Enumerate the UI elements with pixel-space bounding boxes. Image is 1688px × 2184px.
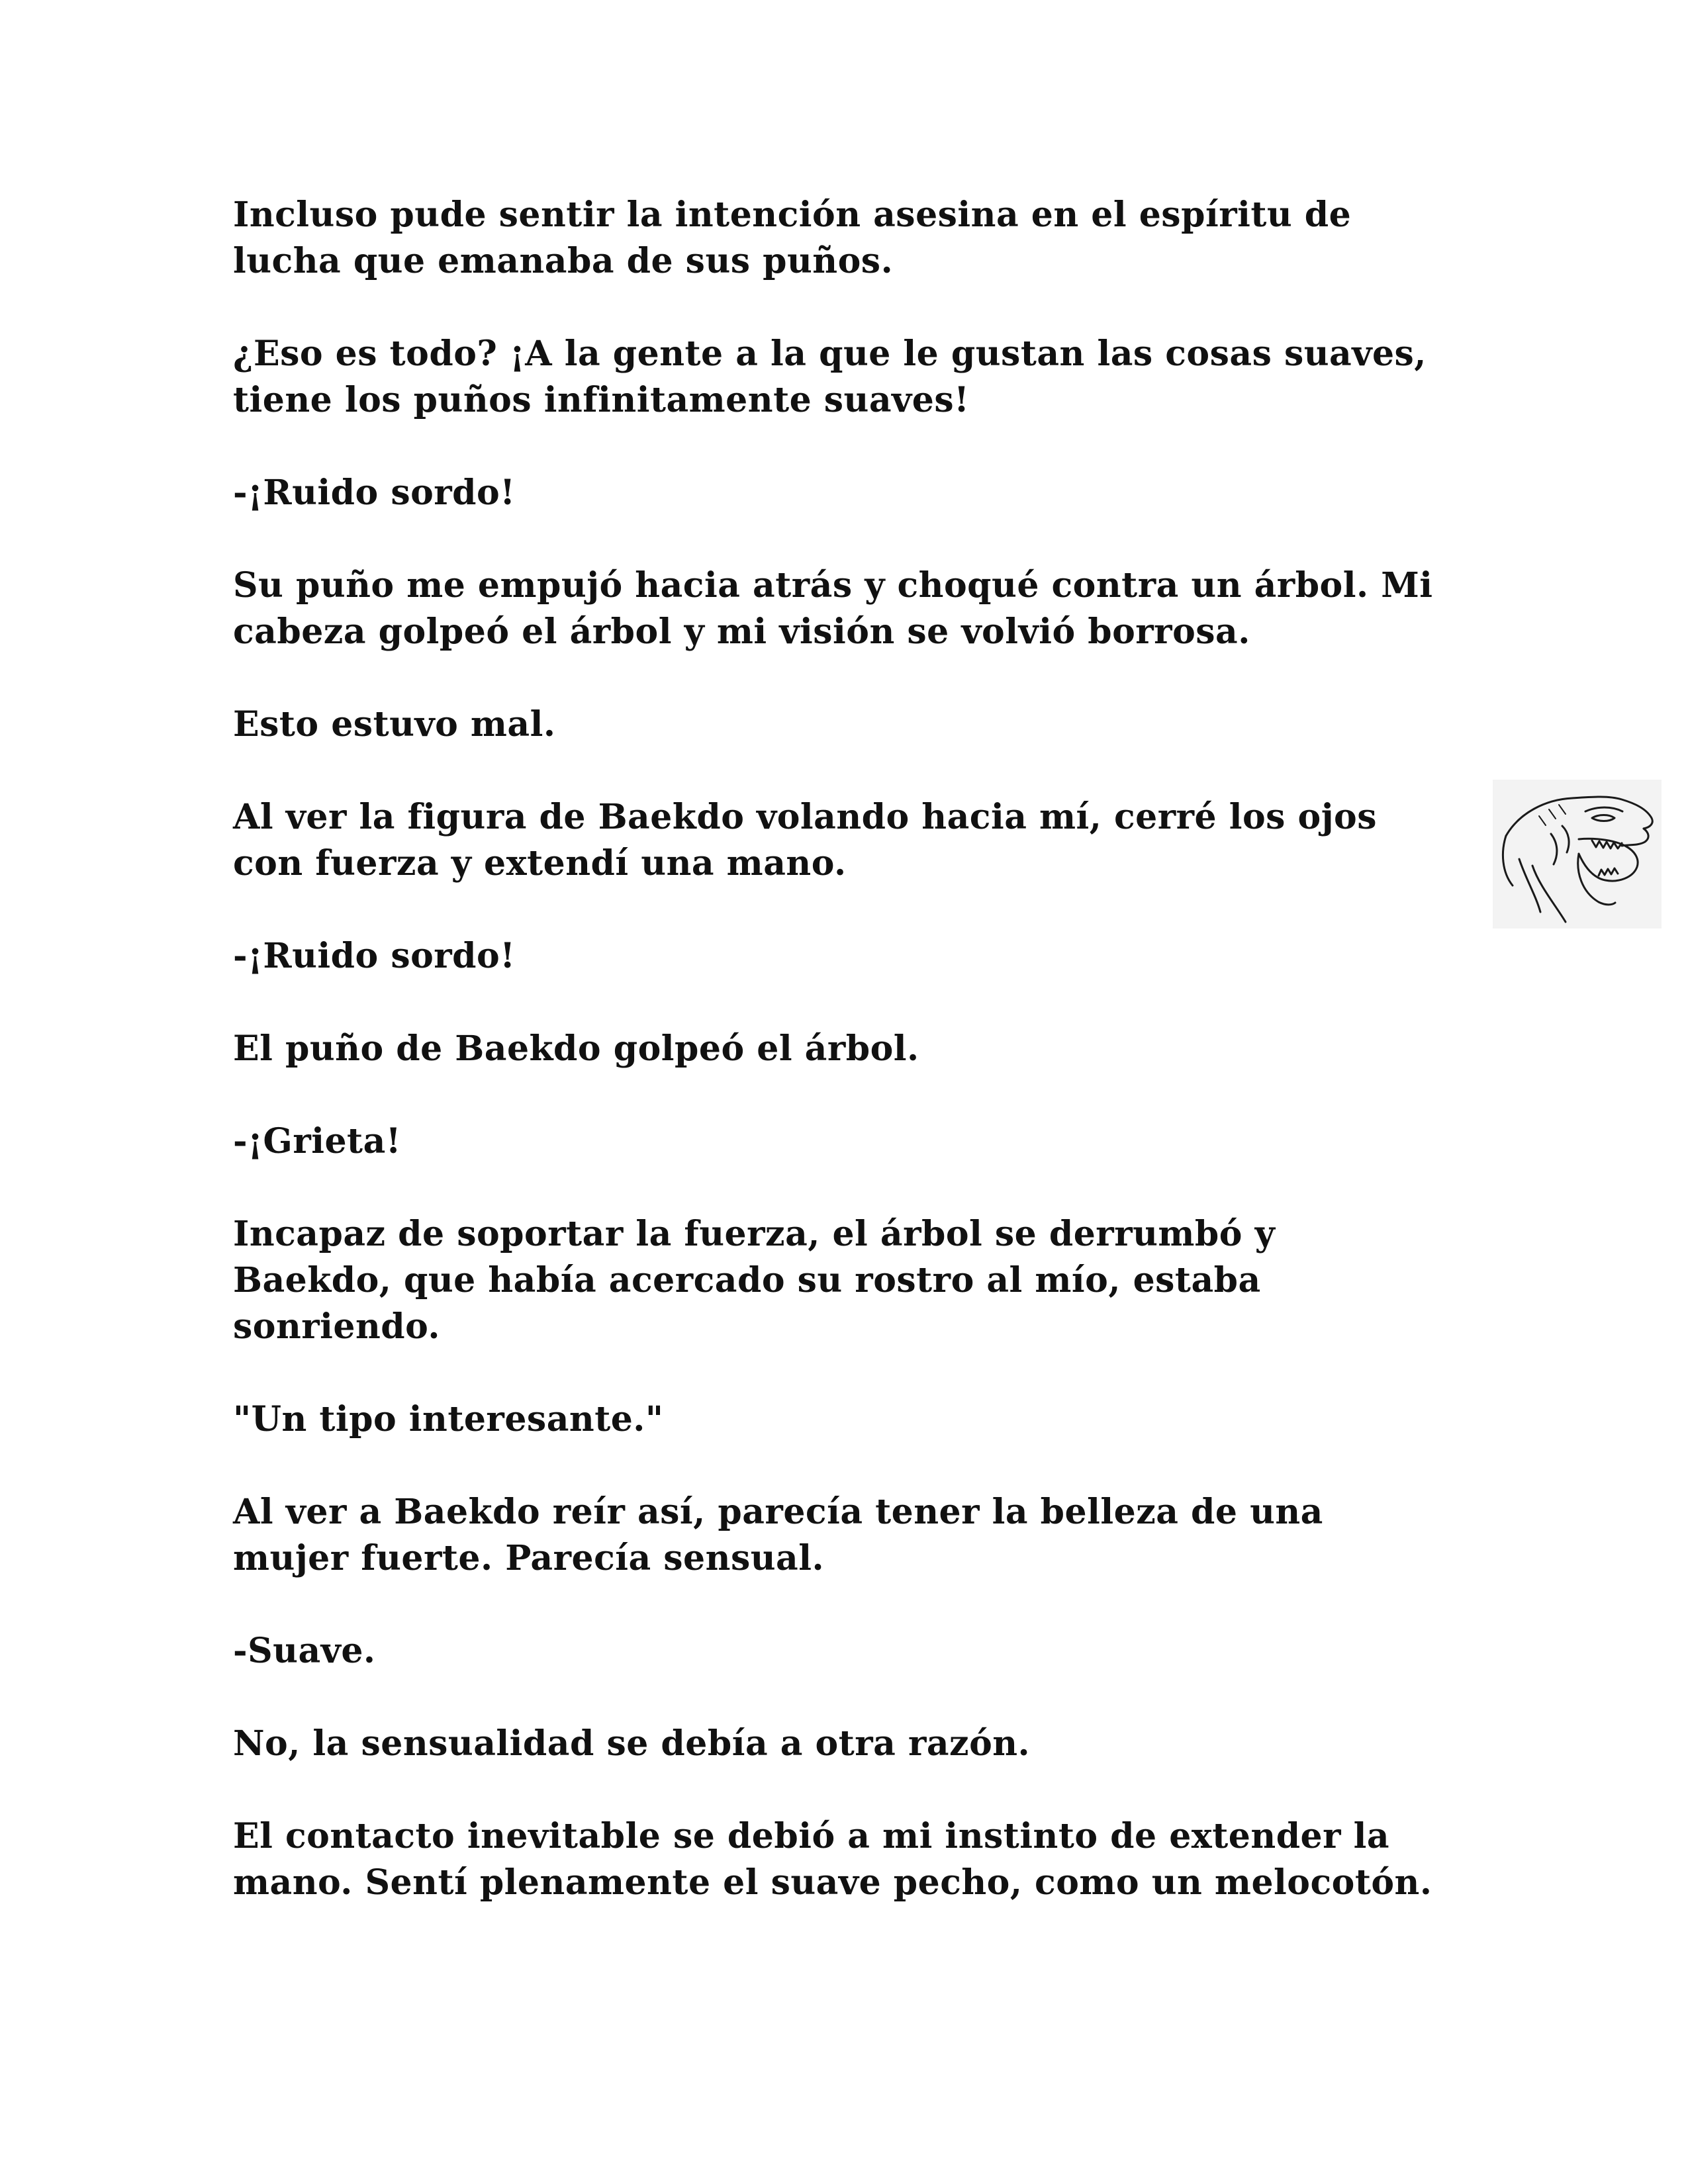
paragraph: ¿Eso es todo? ¡A la gente a la que le gustan las cosas suaves, tiene los puños infinitamente suaves!: [233, 334, 1427, 420]
paragraph: Su puño me empujó hacia atrás y choqué contra un árbol. Mi cabeza golpeó el árbol y mi visión se volvió borrosa.: [233, 565, 1433, 652]
paragraph: Incluso pude sentir la intención asesina en el espíritu de lucha que emanaba de sus puños.: [233, 195, 1352, 281]
paragraph: No, la sensualidad se debía a otra razón.: [233, 1723, 1031, 1764]
paragraph: -¡Grieta!: [233, 1121, 402, 1161]
body-text: [233, 192, 1504, 1952]
paragraph: Esto estuvo mal.: [233, 704, 556, 745]
paragraph: "Un tipo interesante.": [233, 1399, 664, 1439]
paragraph: -¡Ruido sordo!: [233, 473, 516, 513]
paragraph: Al ver a Baekdo reír así, parecía tener la belleza de una mujer fuerte. Parecía sensual.: [233, 1492, 1323, 1578]
paragraph: El contacto inevitable se debió a mi instinto de extender la mano. Sentí plenamente el suave pecho, como un melocotón.: [233, 1816, 1432, 1903]
paragraph: -¡Ruido sordo!: [233, 936, 516, 976]
dinosaur-head-icon: [1493, 780, 1662, 929]
paragraph: Incapaz de soportar la fuerza, el árbol se derrumbó y Baekdo, que había acercado su rostro al mío, estaba sonriendo.: [233, 1214, 1276, 1347]
paragraph: Al ver la figura de Baekdo volando hacia mí, cerré los ojos con fuerza y extendí una mano.: [233, 797, 1377, 884]
paragraph: -Suave.: [233, 1631, 376, 1671]
paragraph: El puño de Baekdo golpeó el árbol.: [233, 1028, 919, 1069]
